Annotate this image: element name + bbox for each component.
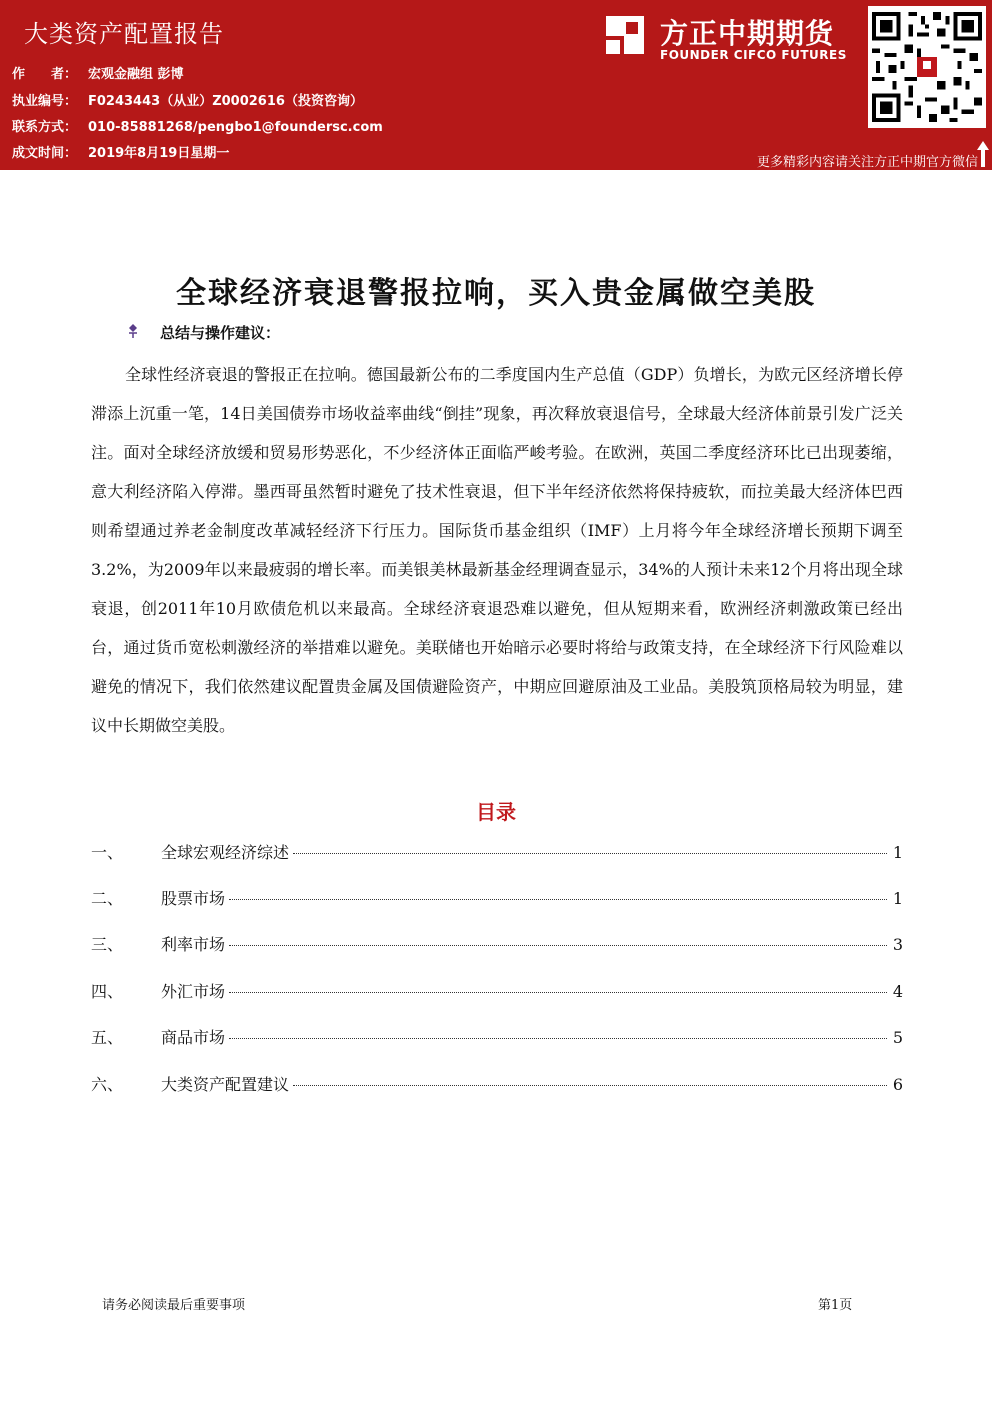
logo-chinese-name: 方正中期期货: [660, 17, 835, 50]
toc-item-number: 一、: [91, 843, 124, 862]
footer-page-number: 第1页: [818, 1298, 853, 1313]
toc-item-number: 二、: [91, 889, 124, 908]
toc-item-title[interactable]: 全球宏观经济综述: [161, 843, 290, 862]
report-header: [0, 0, 992, 170]
arrow-up-icon: [976, 140, 990, 168]
toc-item-title[interactable]: 外汇市场: [161, 982, 226, 1001]
summary-heading-text: 总结与操作建议：: [160, 324, 281, 342]
date-value: 2019年8月19日星期一: [88, 146, 230, 161]
contact-value[interactable]: 010-85881268/pengbo1@foundersc.com: [88, 120, 383, 135]
toc-title: 目录: [476, 800, 516, 824]
toc-item-number: 六、: [91, 1075, 124, 1094]
toc-dot-leader: [293, 1085, 887, 1086]
toc-item-number: 四、: [91, 982, 124, 1001]
toc-item-number: 五、: [91, 1028, 124, 1047]
toc-item-page: 3: [892, 935, 903, 954]
founder-logo-icon: [604, 14, 646, 56]
wechat-qr-code-icon: [868, 6, 986, 128]
license-label: 执业编号：: [12, 94, 78, 109]
toc-item[interactable]: [91, 979, 903, 1005]
toc-item[interactable]: [91, 1072, 903, 1098]
toc-dot-leader: [229, 945, 887, 946]
toc-item-page: 1: [892, 843, 903, 862]
toc-item-title[interactable]: 利率市场: [161, 935, 226, 954]
toc-item-page: 6: [892, 1075, 903, 1094]
logo-english-name: FOUNDER CIFCO FUTURES: [660, 48, 847, 62]
toc-item-title[interactable]: 股票市场: [161, 889, 226, 908]
toc-item-page: 4: [892, 982, 903, 1001]
diamond-bullet-icon: [126, 324, 160, 342]
contact-line: [12, 116, 592, 135]
summary-heading: [126, 322, 280, 343]
toc-dot-leader: [293, 853, 887, 854]
toc-item-title[interactable]: 大类资产配置建议: [161, 1075, 290, 1094]
license-line: [12, 90, 592, 109]
footer-notice: 请务必阅读最后重要事项: [102, 1298, 246, 1313]
author-line: [12, 63, 592, 82]
report-title: 全球经济衰退警报拉响，买入贵金属做空美股: [176, 276, 816, 311]
report-type: 大类资产配置报告: [24, 20, 224, 48]
date-label: 成文时间：: [12, 146, 78, 161]
author-label: 作 者：: [12, 67, 78, 82]
toc-item-title[interactable]: 商品市场: [161, 1028, 226, 1047]
toc-item-number: 三、: [91, 935, 124, 954]
toc-dot-leader: [229, 1038, 887, 1039]
author-value: 宏观金融组 彭博: [88, 67, 184, 82]
contact-label: 联系方式：: [12, 120, 78, 135]
date-line: [12, 142, 592, 161]
toc-item-page: 1: [892, 889, 903, 908]
toc-item[interactable]: [91, 1025, 903, 1051]
toc-item[interactable]: [91, 886, 903, 912]
license-value: F0243443（从业）Z0002616（投资咨询）: [88, 94, 363, 109]
wechat-follow-note: 更多精彩内容请关注方正中期官方微信: [756, 155, 978, 170]
toc-dot-leader: [229, 899, 887, 900]
toc-item[interactable]: [91, 932, 903, 958]
toc-dot-leader: [229, 992, 887, 993]
toc-item[interactable]: [91, 840, 903, 866]
summary-paragraph: 全球性经济衰退的警报正在拉响。德国最新公布的二季度国内生产总值（GDP）负增长，为欧元区经济增长停滞添上沉重一笔，14日美国债券市场收益率曲线“倒挂”现象，再次释放衰退信号，全球最大经济体前景引发广泛关注。面对全球经济放缓和贸易形势恶化，不少经济体正面临严峻考验。在欧洲，英国二季度经济环比已出现萎缩，意大利经济陷入停滞。墨西哥虽然暂时避免了技术性衰退，但下半年经济依然将保持疲软，而拉美最大经济体巴西则希望通过养老金制度改革减轻经济下行压力。国际货币基金组织（IMF）上月将今年全球经济增长预期下调至3.2%，为2009年以来最疲弱的增长率。而美银美林最新基金经理调查显示，34%的人预计未来12个月将出现全球衰退，创2011年10月欧债危机以来最高。全球经济衰退恐难以避免，但从短期来看，欧洲经济刺激政策已经出台，通过货币宽松刺激经济的举措难以避免。美联储也开始暗示必要时将给与政策支持，在全球经济下行风险难以避免的情况下，我们依然建议配置贵金属及国债避险资产，中期应回避原油及工业品。美股筑顶格局较为明显，建议中长期做空美股。: [91, 365, 903, 735]
toc-item-page: 5: [892, 1028, 903, 1047]
